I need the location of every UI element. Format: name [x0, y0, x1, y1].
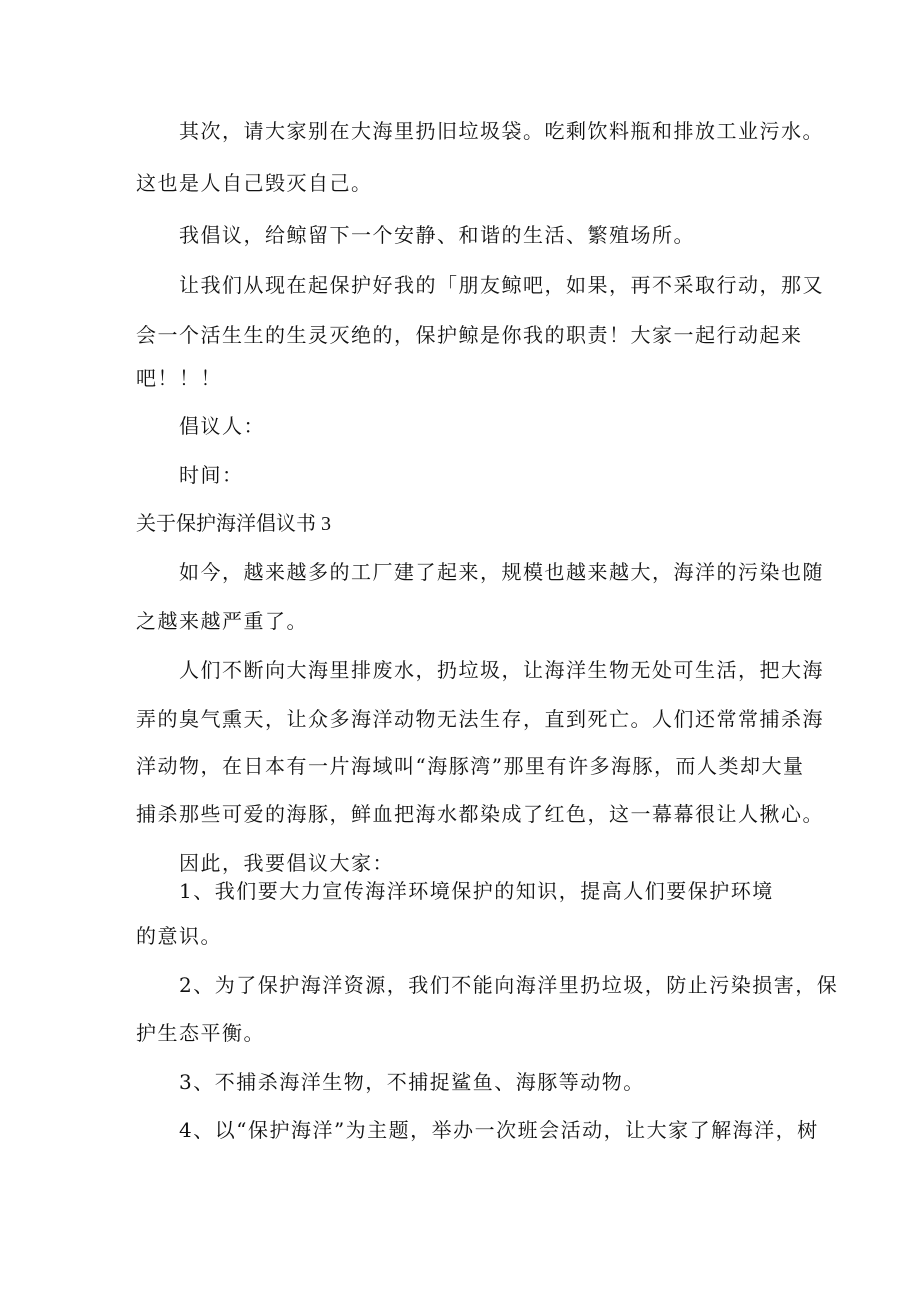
text-line: 2、为了保护海洋资源，我们不能向海洋里扔垃圾，防止污染损害，保 [179, 973, 839, 997]
text-line: 的意识。 [136, 924, 222, 948]
text-line: 洋动物，在日本有一片海域叫“海豚湾”那里有许多海豚，而人类却大量 [136, 754, 805, 778]
text-line: 让我们从现在起保护好我的「朋友鲸吧，如果，再不采取行动，那又 [179, 273, 824, 297]
section-heading: 关于保护海洋倡议书 3 [136, 513, 331, 535]
text-line: 弄的臭气熏天，让众多海洋动物无法生存，直到死亡。人们还常常捕杀海 [136, 707, 824, 731]
text-line: 其次，请大家别在大海里扔旧垃圾袋。吃剩饮料瓶和排放工业污水。 [179, 119, 824, 143]
text-line: 时间： [179, 463, 244, 487]
text-line: 如今，越来越多的工厂建了起来，规模也越来越大，海洋的污染也随 [179, 560, 824, 584]
text-line: 我倡议，给鲸留下一个安静、和谐的生活、繁殖场所。 [179, 223, 695, 247]
text-line: 护生态平衡。 [136, 1021, 265, 1045]
text-line: 倡议人： [179, 414, 265, 438]
text-line: 吧！！！ [136, 366, 222, 390]
text-line: 会一个活生生的生灵灭绝的，保护鲸是你我的职责！大家一起行动起来 [136, 323, 803, 347]
text-line: 因此，我要倡议大家： [179, 851, 394, 875]
text-line: 4、以“保护海洋”为主题，举办一次班会活动，让大家了解海洋，树 [179, 1118, 819, 1142]
text-line: 捕杀那些可爱的海豚，鲜血把海水都染成了红色，这一幕幕很让人揪心。 [136, 802, 824, 826]
text-line: 1、我们要大力宣传海洋环境保护的知识，提高人们要保护环境 [179, 879, 774, 903]
text-line: 3、不捕杀海洋生物，不捕捉鲨鱼、海豚等动物。 [179, 1070, 645, 1094]
text-line: 人们不断向大海里排废水，扔垃圾，让海洋生物无处可生活，把大海 [179, 658, 824, 682]
text-line: 之越来越严重了。 [136, 609, 308, 633]
text-line: 这也是人自己毁灭自己。 [136, 171, 373, 195]
